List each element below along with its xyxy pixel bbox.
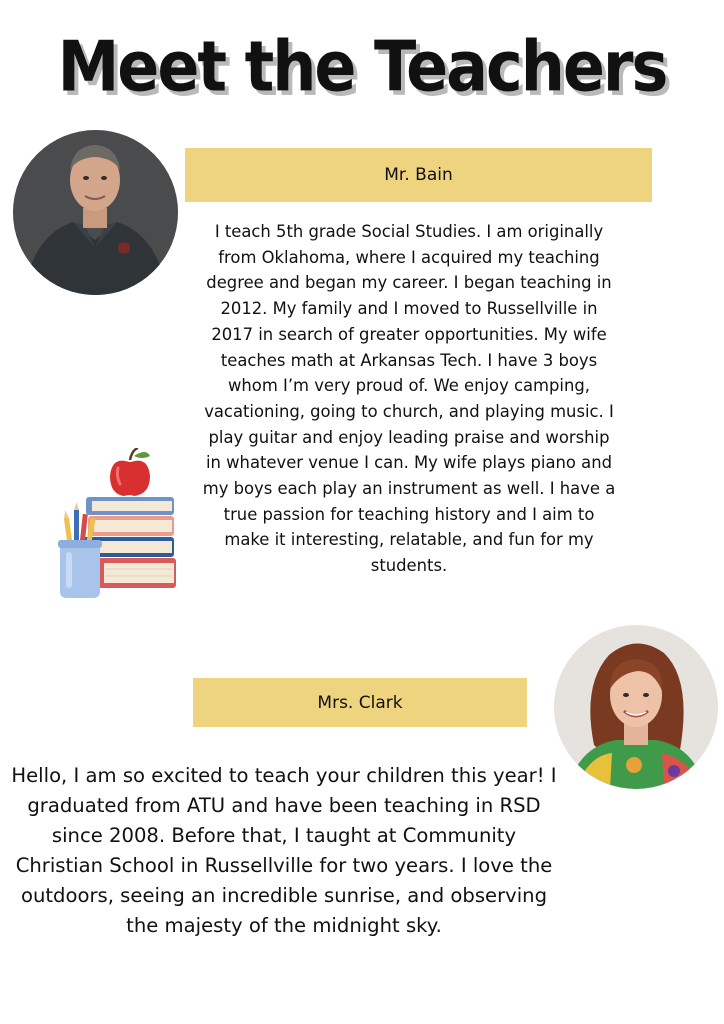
teacher-bio-bain: I teach 5th grade Social Studies. I am originally from Oklahoma, where I acquired my teaching degree and began my career. I began teaching in 2012. My family and I moved to Russellville in 2017 in search of greater opportunities. My wife teaches math at Arkansas Tech. I have 3 boys whom I’m very proud of. We enjoy camping, vacationing, going to church, and playing music. I play guitar and enjoy leading praise and worship in whatever venue I can. My wife plays piano and my boys each play an instrument as well. I have a true passion for teaching history and I aim to make it interesting, relatable, and fun for my students. (202, 222, 616, 576)
teacher-photo-clark (554, 625, 718, 789)
woman-portrait-icon (554, 625, 718, 789)
page-title: Meet the Teachers (57, 25, 667, 108)
books-apple-pencils-icon (58, 448, 180, 600)
man-portrait-icon (13, 130, 178, 295)
teacher-name-bain: Mr. Bain (384, 165, 453, 185)
teacher-bio-clark: Hello, I am so excited to teach your children this year! I graduated from ATU and have been teaching in RSD since 2008. Before that, I taught at Community Christian School in Russellville for two years. I love the outdoors, seeing an incredible sunrise, and observing the majesty of the midnight sky. (11, 764, 557, 937)
teacher-name-clark: Mrs. Clark (317, 692, 403, 713)
teacher-photo-bain (13, 130, 178, 295)
teacher-name-banner-clark (193, 678, 527, 727)
teacher-name-banner-bain (185, 148, 652, 202)
